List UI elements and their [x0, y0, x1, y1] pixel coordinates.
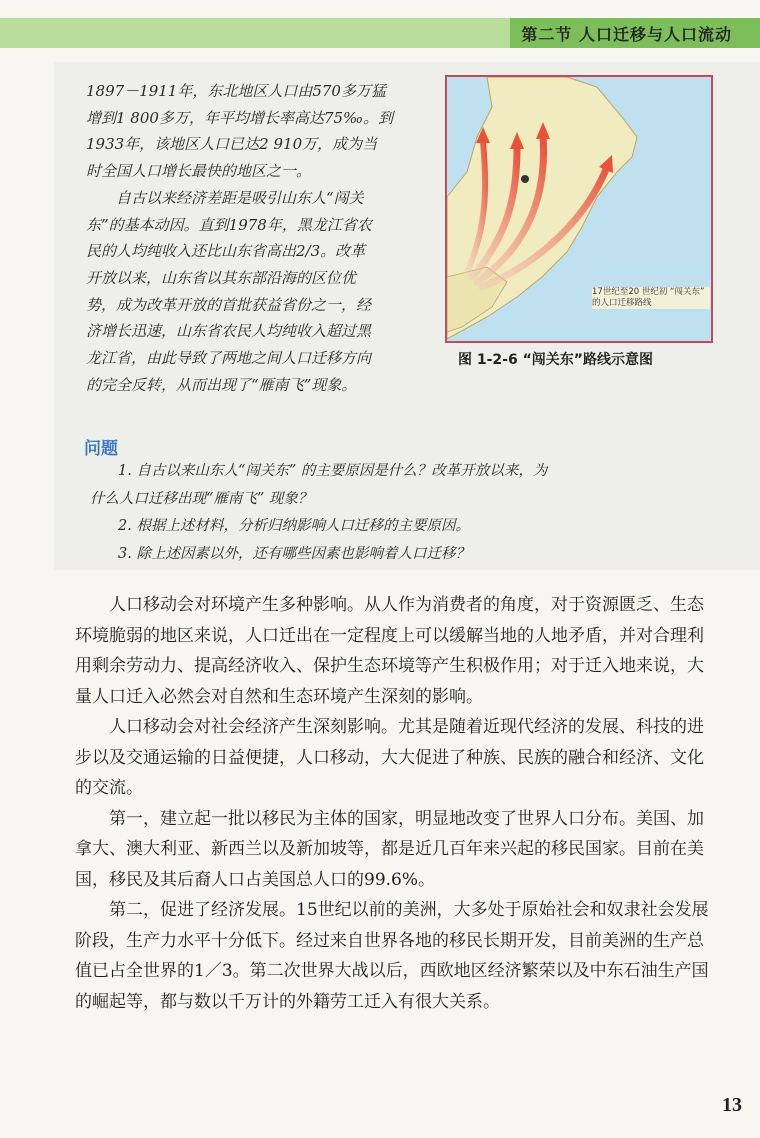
- map-caption: 图 1-2-6 “闯关东”路线示意图: [458, 352, 653, 368]
- case-line: 的完全反转，从而出现了“雁南飞”现象。: [86, 375, 357, 394]
- case-line: 龙江省，由此导致了两地之间人口迁移方向: [86, 349, 372, 368]
- case-line: 自古以来经济差距是吸引山东人“闯关: [116, 188, 364, 207]
- map-legend: 17世纪至20 世纪初 “闯关东” 的人口迁移路线: [592, 287, 710, 309]
- question-item: 1. 自古以来山东人“闯关东” 的主要原因是什么？改革开放以来，为: [118, 463, 548, 479]
- body-paragraph: 人口移动会对社会经济产生深刻影响。尤其是随着近现代经济的发展、科技的进步以及交通运输的日益便捷，人口移动，大大促进了种族、民族的融合和经济、文化的交流。: [75, 717, 704, 798]
- case-line: 开放以来，山东省以其东部沿海的区位优: [86, 268, 357, 287]
- page-number: 13: [722, 1094, 742, 1116]
- question-item: 3. 除上述因素以外，还有哪些因素也影响着人口迁移？: [118, 545, 470, 562]
- city-dot: [521, 175, 529, 183]
- question-item: 什么人口迁移出现“雁南飞” 现象？: [90, 490, 313, 507]
- question-item: 2. 根据上述材料，分析归纳影响人口迁移的主要原因。: [118, 518, 470, 534]
- case-line: 东”的基本动因。直到1978年，黑龙江省农: [86, 215, 372, 234]
- case-line: 1897－1911年，东北地区人口由570多万猛: [86, 82, 386, 100]
- questions-title: 问题: [84, 439, 118, 459]
- case-line: 势，成为改革开放的首批获益省份之一，经: [86, 295, 372, 314]
- case-line: 民的人均纯收入还比山东省高出2/3。改革: [86, 242, 366, 261]
- case-line: 时全国人口增长最快的地区之一。: [86, 162, 312, 181]
- questions-list: [90, 458, 690, 568]
- body-paragraph: 第二，促进了经济发展。15世纪以前的美洲，大多处于原始社会和奴隶社会发展阶段，生产力水平十分低下。经过来自世界各地的移民长期开发，目前美洲的生产总值已占全世界的1／3。第二次世界大战以后，西欧地区经济繁荣以及中东石油生产国的崛起等，都与数以千万计的外籍劳工迁入有很大关系。: [75, 900, 709, 1012]
- case-line: 济增长迅速，山东省农民人均纯收入超过黑: [86, 322, 372, 341]
- section-title: 第二节 人口迁移与人口流动: [521, 25, 732, 44]
- body-paragraph: 第一，建立起一批以移民为主体的国家，明显地改变了世界人口分布。美国、加拿大、澳大利亚、新西兰以及新加坡等，都是近几百年来兴起的移民国家。目前在美国，移民及其后裔人口占美国总人口的99.6%。: [75, 808, 704, 890]
- migration-route-map: [445, 75, 713, 343]
- case-study-text: [86, 78, 431, 398]
- body-paragraph: 人口移动会对环境产生多种影响。从人作为消费者的角度，对于资源匮乏、生态环境脆弱的地区来说，人口迁出在一定程度上可以缓解当地的人地矛盾，并对合理利用剩余劳动力、提高经济收入、保护生态环境等产生积极作用；对于迁入地来说，大量人口迁入必然会对自然和生态环境产生深刻的影响。: [75, 595, 704, 707]
- case-line: 1933年，该地区人口已达2 910万，成为当: [86, 135, 378, 154]
- body-text: [75, 590, 715, 1017]
- case-line: 增到1 800多万，年平均增长率高达75‰。到: [86, 108, 394, 127]
